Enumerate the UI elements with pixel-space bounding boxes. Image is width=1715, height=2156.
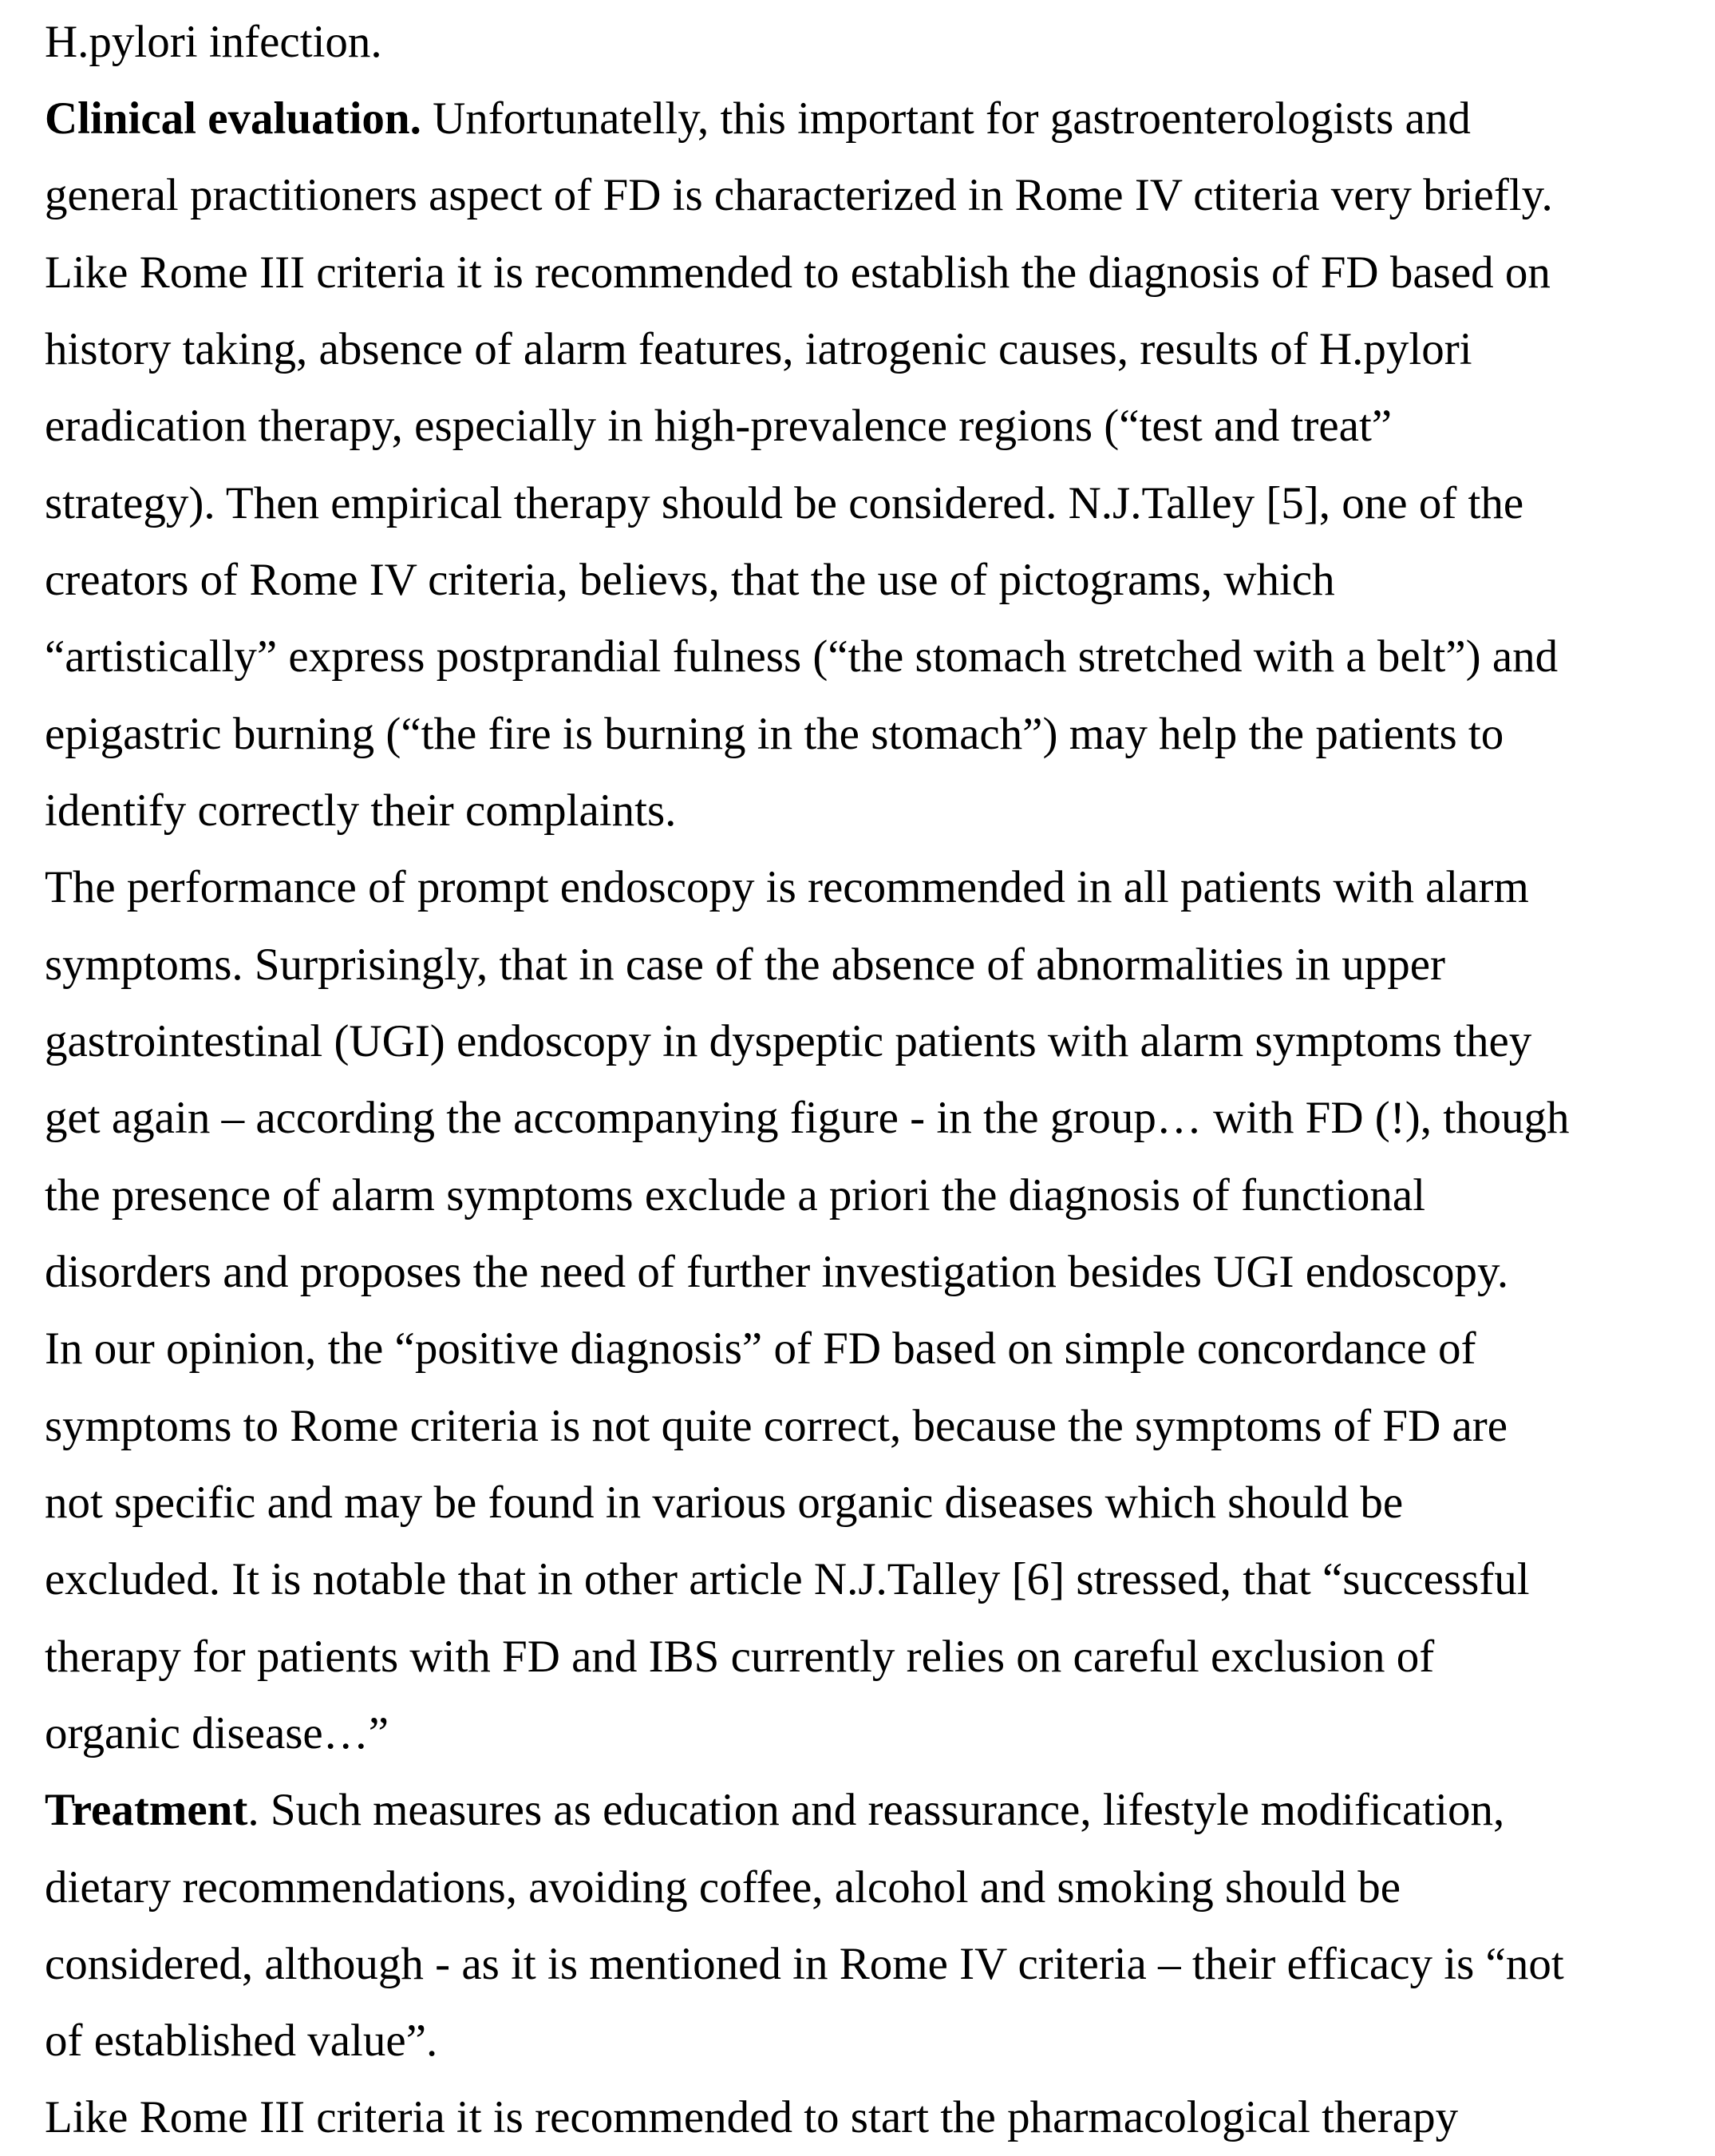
section-heading-clinical-evaluation: Clinical evaluation.	[45, 93, 421, 144]
text-line: eradication therapy, especially in high-prevalence regions (“test and treat”	[45, 401, 1393, 451]
text-line: “artistically” express postprandial fulness (“the stomach stretched with a belt”) and	[45, 631, 1559, 682]
text-line: Like Rome III criteria it is recommended to establish the diagnosis of FD based on	[45, 247, 1551, 298]
section-heading-treatment: Treatment	[45, 1785, 248, 1835]
text-line: Like Rome III criteria it is recommended to start the pharmacological therapy	[45, 2092, 1459, 2142]
text-line: excluded. It is notable that in other article N.J.Talley [6] stressed, that “successful	[45, 1554, 1530, 1604]
text-line: Clinical evaluation. Unfortunatelly, this important for gastroenterologists and	[45, 93, 1471, 144]
text-line: creators of Rome IV criteria, believs, that the use of pictograms, which	[45, 555, 1335, 605]
text-line: not specific and may be found in various organic diseases which should be	[45, 1478, 1404, 1528]
text-line: of established value”.	[45, 2016, 438, 2066]
text-line: identify correctly their complaints.	[45, 785, 677, 836]
text-line: epigastric burning (“the fire is burning in the stomach”) may help the patients to	[45, 709, 1504, 759]
text-line: disorders and proposes the need of further investigation besides UGI endoscopy.	[45, 1247, 1509, 1297]
text-line: symptoms to Rome criteria is not quite correct, because the symptoms of FD are	[45, 1401, 1508, 1451]
text-line: history taking, absence of alarm features, iatrogenic causes, results of H.pylori	[45, 324, 1472, 374]
text-line: symptoms. Surprisingly, that in case of the absence of abnormalities in upper	[45, 940, 1446, 990]
text-line: therapy for patients with FD and IBS currently relies on careful exclusion of	[45, 1632, 1435, 1682]
text-line: considered, although - as it is mentioned in Rome IV criteria – their efficacy is “not	[45, 1939, 1564, 1989]
text-line: Treatment. Such measures as education and reassurance, lifestyle modification,	[45, 1785, 1505, 1835]
text-line: In our opinion, the “positive diagnosis” of FD based on simple concordance of	[45, 1323, 1476, 1374]
text-line: the presence of alarm symptoms exclude a priori the diagnosis of functional	[45, 1170, 1426, 1220]
text-line: H.pylori infection.	[45, 17, 382, 67]
text-line: The performance of prompt endoscopy is recommended in all patients with alarm	[45, 862, 1529, 912]
text-line: strategy). Then empirical therapy should be considered. N.J.Talley [5], one of the	[45, 478, 1524, 528]
text-line: general practitioners aspect of FD is characterized in Rome IV ctiteria very briefly.	[45, 170, 1553, 220]
text-line: dietary recommendations, avoiding coffee, alcohol and smoking should be	[45, 1862, 1401, 1913]
text-line: gastrointestinal (UGI) endoscopy in dyspeptic patients with alarm symptoms they	[45, 1016, 1532, 1066]
text-line: organic disease…”	[45, 1708, 389, 1758]
text-line: get again – according the accompanying figure - in the group… with FD (!), though	[45, 1093, 1570, 1143]
